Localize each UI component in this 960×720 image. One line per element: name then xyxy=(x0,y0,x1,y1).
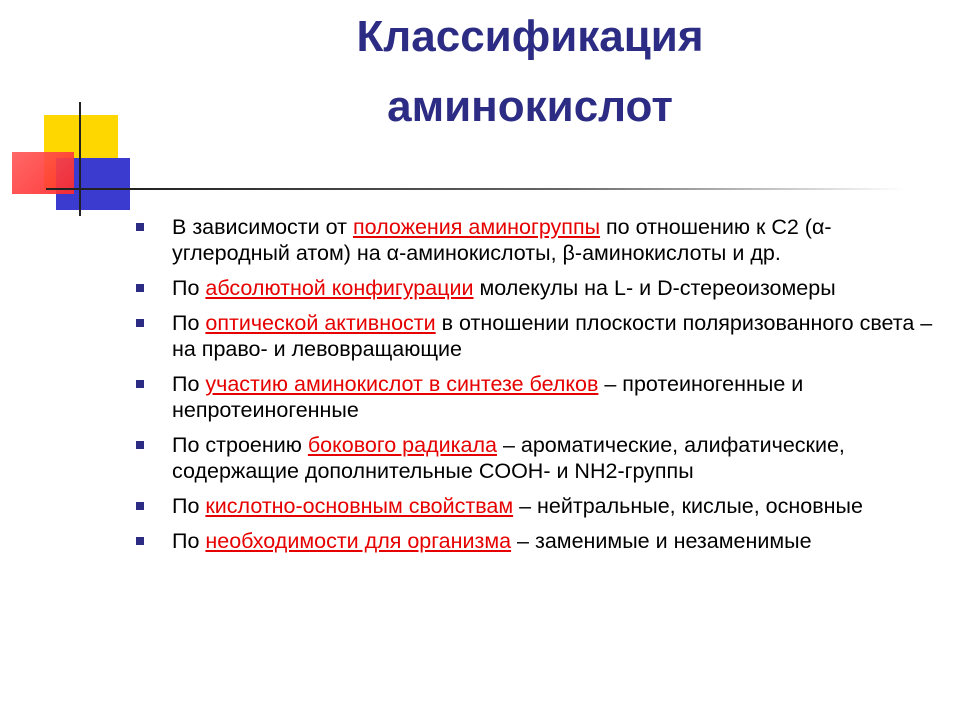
item-text-after: по отношению к C2 (α-углеродный атом) на α-аминокислоты, β-аминокислоты и др. xyxy=(172,215,832,265)
item-text-before: По xyxy=(172,276,206,300)
link-protein-synthesis-participation[interactable]: участию аминокислот в синтезе белков xyxy=(205,372,599,396)
item-text-after: – ароматические, алифатические, содержащие дополнительные COOH- и NH2-группы xyxy=(172,433,845,483)
item-text-before: По xyxy=(172,311,206,335)
link-amino-group-position[interactable]: положения аминогруппы xyxy=(352,215,601,239)
link-absolute-configuration[interactable]: абсолютной конфигурации xyxy=(205,276,474,300)
classification-list xyxy=(136,214,936,563)
item-text-after: в отношении плоскости поляризованного света – на право- и левовращающие xyxy=(172,311,933,361)
item-text-after: – нейтральные, кислые, основные xyxy=(513,494,863,518)
list-item xyxy=(136,275,936,301)
link-optical-activity[interactable]: оптической активности xyxy=(205,311,436,335)
slide-title-line-2: аминокислот xyxy=(387,82,673,131)
vertical-rule-decoration xyxy=(79,102,81,216)
square-bullet-icon xyxy=(136,319,144,327)
square-bullet-icon xyxy=(136,441,144,449)
link-organism-necessity[interactable]: необходимости для организма xyxy=(205,529,512,553)
item-text-before: По xyxy=(172,494,206,518)
link-side-radical[interactable]: бокового радикала xyxy=(307,433,497,457)
item-text-after: – протеиногенные и непротеиногенные xyxy=(172,372,804,422)
item-text-before: По xyxy=(172,529,206,553)
item-text-before: По xyxy=(172,372,206,396)
item-text-after: молекулы на L- и D-стереоизомеры xyxy=(473,276,836,300)
square-bullet-icon xyxy=(136,380,144,388)
list-item xyxy=(136,371,936,423)
item-text-before: По строению xyxy=(172,433,308,457)
list-item xyxy=(136,493,936,519)
list-item xyxy=(136,432,936,484)
item-text-after: – заменимые и незаменимые xyxy=(511,529,812,553)
slide-title-line-1: Классификация xyxy=(356,12,704,61)
list-item xyxy=(136,310,936,362)
list-item xyxy=(136,214,936,266)
square-bullet-icon xyxy=(136,537,144,545)
item-text-before: В зависимости от xyxy=(172,215,353,239)
slide-title xyxy=(300,2,760,142)
link-acid-base-properties[interactable]: кислотно-основным свойствам xyxy=(205,494,514,518)
square-bullet-icon xyxy=(136,502,144,510)
list-item xyxy=(136,528,936,554)
square-bullet-icon xyxy=(136,223,144,231)
horizontal-rule-decoration xyxy=(46,188,906,190)
square-bullet-icon xyxy=(136,284,144,292)
